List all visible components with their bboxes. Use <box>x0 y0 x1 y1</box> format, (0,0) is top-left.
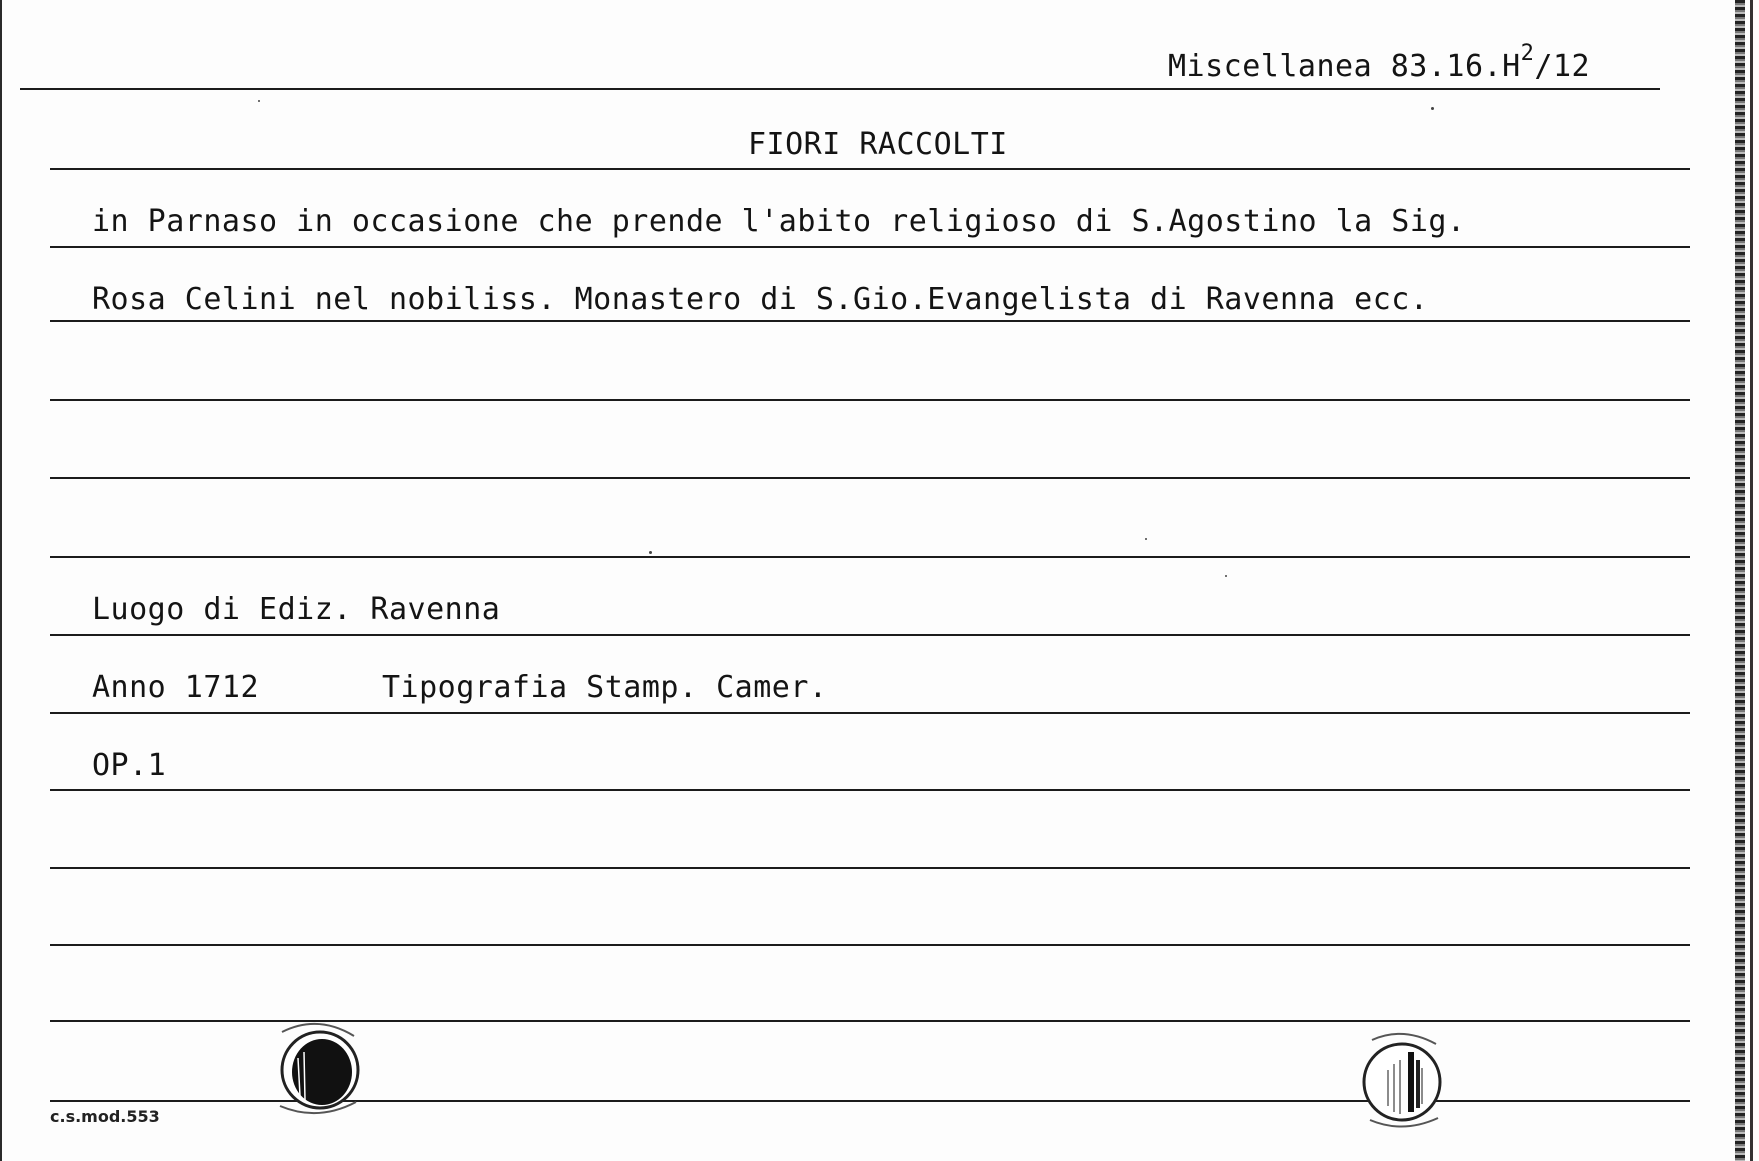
card-right-edge <box>1735 0 1745 1161</box>
card-left-edge <box>0 0 2 1161</box>
year-of-publication: Anno 1712 <box>92 670 260 705</box>
ruled-line <box>50 789 1690 791</box>
description-line-2: Rosa Celini nel nobiliss. Monastero di S.Gio.Evangelista di Ravenna ecc. <box>92 282 1429 317</box>
ruled-line <box>50 246 1690 248</box>
punch-hole-left <box>270 1018 366 1118</box>
ruled-line <box>20 88 1660 90</box>
ruled-line <box>50 712 1690 714</box>
punch-hole-right <box>1358 1030 1448 1130</box>
card-right-edge-line <box>1750 0 1753 1161</box>
ruled-line <box>50 399 1690 401</box>
card-title: FIORI RACCOLTI <box>748 127 1008 162</box>
shelfmark-suffix: /12 <box>1534 49 1591 84</box>
op-number: OP.1 <box>92 748 167 783</box>
shelfmark <box>1168 41 1591 87</box>
ruled-line <box>50 556 1690 558</box>
ruled-line <box>50 168 1690 170</box>
scan-speck <box>1145 538 1147 540</box>
ruled-line <box>50 944 1690 946</box>
ruled-line <box>50 867 1690 869</box>
ruled-line <box>50 477 1690 479</box>
ruled-line <box>50 320 1690 322</box>
form-code: c.s.mod.553 <box>50 1107 160 1126</box>
shelfmark-prefix: Miscellanea 83.16.H <box>1168 49 1521 84</box>
ruled-line <box>50 634 1690 636</box>
scan-speck <box>258 100 260 102</box>
place-of-edition: Luogo di Ediz. Ravenna <box>92 592 501 627</box>
scan-speck <box>1431 107 1434 110</box>
scan-speck <box>649 551 652 554</box>
scan-speck <box>1225 575 1227 577</box>
shelfmark-superscript: 2 <box>1520 41 1535 66</box>
printer: Tipografia Stamp. Camer. <box>382 670 828 705</box>
description-line-1: in Parnaso in occasione che prende l'abito religioso di S.Agostino la Sig. <box>92 204 1466 239</box>
